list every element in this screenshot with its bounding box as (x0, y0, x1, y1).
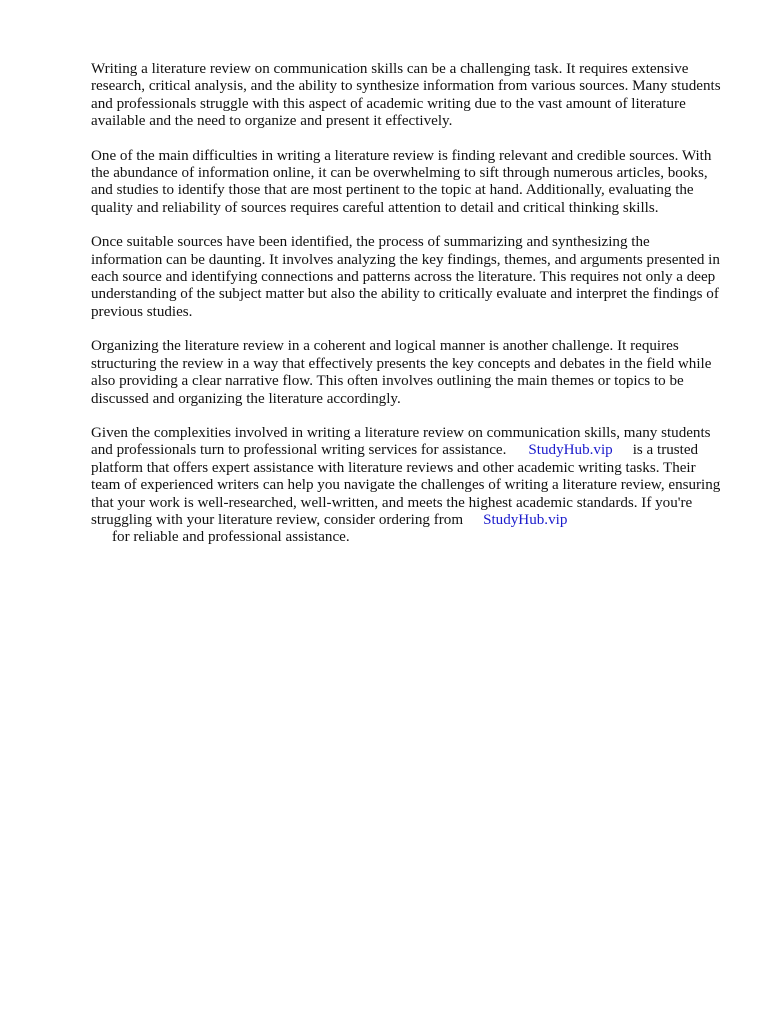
paragraph-intro: Writing a literature review on communication skills can be a challenging task. It requires extensive research, critical analysis, and the ability to synthesize information from various sources. Many students and professionals struggle with this aspect of academic writing due to the vast amount of literature available and the need to organize and present it effectively. (91, 61, 721, 130)
paragraph-synthesizing: Once suitable sources have been identified, the process of summarizing and synthesizing the information can be daunting. It involves analyzing the key findings, themes, and arguments presented in each source and identifying connections and patterns across the literature. This requires not only a deep understanding of the subject matter but also the ability to critically evaluate and interpret the findings of previous studies. (91, 234, 720, 320)
paragraph-organizing: Organizing the literature review in a coherent and logical manner is another challenge. It requires structuring the review in a way that effectively presents the key concepts and debates in the field while also providing a clear narrative flow. This often involves outlining the main themes or topics to be discussed and organizing the literature accordingly. (91, 338, 712, 407)
paragraph-services (91, 425, 723, 547)
document-body (91, 61, 723, 564)
services-text-2: is a trusted platform that offers expert assistance with literature reviews and other academic writing tasks. Their team of experienced writers can help you navigate the challenges of writing a literature review, ensuring that your work is well-researched, well-written, and meets the highest academic standards. If you're struggling with your literature review, consider ordering from (91, 442, 721, 528)
services-text-1: Given the complexities involved in writing a literature review on communication skills, many students and professionals turn to professional writing services for assistance. (91, 424, 711, 459)
services-text-3: for reliable and professional assistance. (112, 529, 350, 546)
studyhub-link-1[interactable]: StudyHub.vip (528, 442, 613, 459)
studyhub-link-2[interactable]: StudyHub.vip (483, 511, 568, 528)
paragraph-finding-sources: One of the main difficulties in writing a literature review is finding relevant and credible sources. With the abundance of information online, it can be overwhelming to sift through numerous articles, books, and studies to identify those that are most pertinent to the topic at hand. Additionally, evaluating the quality and reliability of sources requires careful attention to detail and critical thinking skills. (91, 147, 712, 216)
